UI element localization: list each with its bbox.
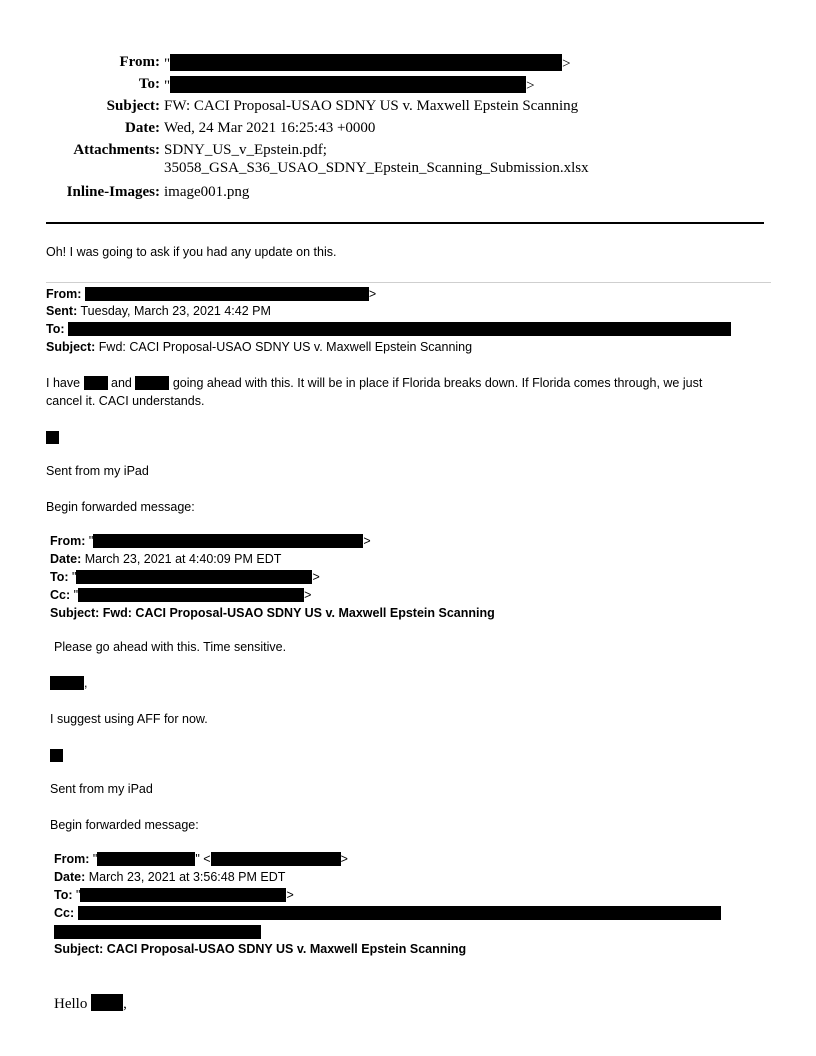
msg3-cc: Cc: bbox=[54, 906, 721, 920]
redaction-block bbox=[78, 588, 304, 602]
msg2-begin-forwarded: Begin forwarded message: bbox=[50, 818, 199, 832]
msg3-date: Date: March 23, 2021 at 3:56:48 PM EDT bbox=[54, 870, 286, 884]
header-divider bbox=[46, 222, 764, 224]
msg1-begin-forwarded: Begin forwarded message: bbox=[46, 500, 195, 514]
from-value: " > bbox=[164, 56, 571, 72]
date-label: Date: bbox=[125, 120, 160, 136]
inline-images-value[interactable]: image001.png bbox=[164, 184, 250, 200]
msg2-subject: Subject: Fwd: CACI Proposal-USAO SDNY US v. Maxwell Epstein Scanning bbox=[50, 606, 495, 620]
redaction-block bbox=[85, 287, 369, 301]
inline-images-label: Inline-Images: bbox=[66, 184, 160, 200]
redaction-block bbox=[84, 376, 108, 390]
redaction-block bbox=[97, 852, 195, 866]
msg2-date: Date: March 23, 2021 at 4:40:09 PM EDT bbox=[50, 552, 282, 566]
msg3-to: To: " > bbox=[54, 888, 294, 902]
redaction-block bbox=[170, 54, 562, 71]
msg3-greeting: Hello , bbox=[54, 996, 127, 1012]
msg2-salutation: , bbox=[50, 676, 87, 690]
redaction-block bbox=[46, 431, 59, 444]
msg3-subject: Subject: CACI Proposal-USAO SDNY US v. Maxwell Epstein Scanning bbox=[54, 942, 467, 956]
to-label: To: bbox=[138, 76, 160, 92]
subject-label: Subject: bbox=[106, 98, 160, 114]
msg1-to: To: bbox=[46, 322, 731, 336]
redaction-block bbox=[80, 888, 286, 902]
msg3-from: From: " " < > bbox=[54, 852, 348, 866]
msg1-text-line2: cancel it. CACI understands. bbox=[46, 394, 205, 408]
redaction-block bbox=[93, 534, 363, 548]
redaction-block bbox=[91, 994, 123, 1011]
subject-value: FW: CACI Proposal-USAO SDNY US v. Maxwell Epstein Scanning bbox=[164, 98, 579, 114]
msg1-subject: Subject: Fwd: CACI Proposal-USAO SDNY US v. Maxwell Epstein Scanning bbox=[46, 340, 473, 354]
redaction-block bbox=[78, 906, 721, 920]
redaction-block bbox=[50, 749, 63, 762]
attachments-label: Attachments: bbox=[73, 142, 160, 158]
msg1-sent: Sent: Tuesday, March 23, 2021 4:42 PM bbox=[46, 304, 271, 318]
redaction-block bbox=[135, 376, 169, 390]
msg1-sent-from: Sent from my iPad bbox=[46, 464, 149, 478]
message-separator bbox=[46, 282, 771, 283]
from-label: From: bbox=[119, 54, 160, 70]
date-value: Wed, 24 Mar 2021 16:25:43 +0000 bbox=[164, 120, 376, 136]
redaction-block bbox=[50, 676, 84, 690]
redaction-block bbox=[211, 852, 341, 866]
attachment-xlsx[interactable]: 35058_GSA_S36_USAO_SDNY_Epstein_Scanning_Submission.xlsx bbox=[164, 160, 589, 176]
redaction-block bbox=[76, 570, 312, 584]
msg1-text: I have and going ahead with this. It will be in place if Florida breaks down. If Florida comes through, we just bbox=[46, 376, 703, 390]
msg2-to: To: " > bbox=[50, 570, 320, 584]
intro-text: Oh! I was going to ask if you had any update on this. bbox=[46, 245, 337, 259]
to-value: " > bbox=[164, 78, 535, 94]
redaction-block bbox=[54, 925, 261, 939]
msg2-from: From: " > bbox=[50, 534, 371, 548]
attachment-pdf[interactable]: SDNY_US_v_Epstein.pdf; bbox=[164, 142, 327, 158]
redaction-block bbox=[170, 76, 526, 93]
msg2-text2: I suggest using AFF for now. bbox=[50, 712, 208, 726]
msg2-sent-from: Sent from my iPad bbox=[50, 782, 153, 796]
msg1-from: From: > bbox=[46, 287, 377, 301]
redaction-block bbox=[68, 322, 731, 336]
msg2-text: Please go ahead with this. Time sensitive. bbox=[54, 640, 287, 654]
msg2-cc: Cc: " > bbox=[50, 588, 312, 602]
